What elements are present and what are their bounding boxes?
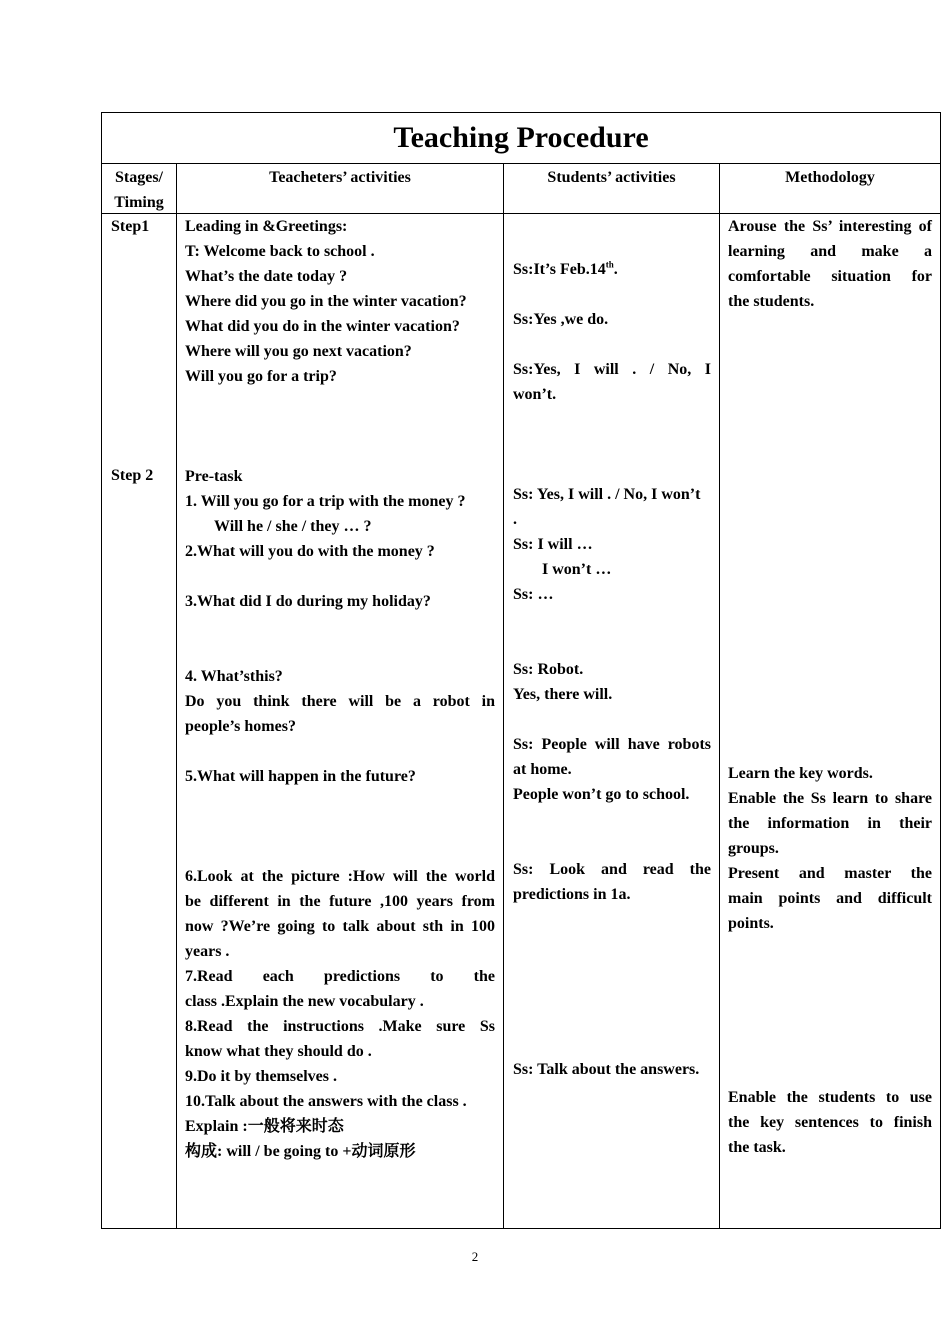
student-line: People won’t go to school. [513, 786, 690, 803]
methodology-line: the key sentences to finish [728, 1114, 932, 1131]
column-divider [176, 163, 177, 1229]
student-line: at home. [513, 761, 572, 778]
methodology-line: Learn the key words. [728, 765, 873, 782]
teacher-line: 10.Talk about the answers with the class . [185, 1093, 467, 1110]
student-line: I won’t … [542, 561, 612, 578]
student-line: Ss:Yes ,we do. [513, 311, 609, 328]
teacher-line: 2.What will you do with the money ? [185, 543, 435, 560]
header-teachers: Teacheters’ activities [269, 169, 411, 186]
teacher-line: 5.What will happen in the future? [185, 768, 416, 785]
teacher-line: 7.Read each predictions to the [185, 968, 495, 985]
methodology-line: points. [728, 915, 774, 932]
teacher-line: 6.Look at the picture :How will the world [185, 868, 495, 885]
methodology-line: Arouse the Ss’ interesting of [728, 218, 932, 235]
stage-step2: Step 2 [111, 467, 154, 484]
column-divider [503, 163, 504, 1229]
methodology-line: the task. [728, 1139, 786, 1156]
student-line: Ss:Yes, I will . / No, I [513, 361, 711, 378]
teacher-line: people’s homes? [185, 718, 296, 735]
teacher-line: Where did you go in the winter vacation? [185, 293, 467, 310]
student-line: predictions in 1a. [513, 886, 631, 903]
teacher-line: years . [185, 943, 230, 960]
methodology-line: Enable the Ss learn to share [728, 790, 932, 807]
teacher-line: Where will you go next vacation? [185, 343, 412, 360]
methodology-line: groups. [728, 840, 779, 857]
teacher-line: know what they should do . [185, 1043, 372, 1060]
teacher-line: Will you go for a trip? [185, 368, 337, 385]
teacher-line: 8.Read the instructions .Make sure Ss [185, 1018, 495, 1035]
student-line: Ss: I will … [513, 536, 593, 553]
teacher-line: Pre-task [185, 468, 243, 485]
student-line: Ss: Yes, I will . / No, I won’t [513, 486, 701, 503]
methodology-line: the information in their [728, 815, 932, 832]
student-line: Ss: Talk about the answers. [513, 1061, 700, 1078]
methodology-line: Enable the students to use [728, 1089, 932, 1106]
methodology-line: comfortable situation for [728, 268, 932, 285]
teacher-line: be different in the future ,100 years from [185, 893, 495, 910]
teacher-line: Do you think there will be a robot in [185, 693, 495, 710]
student-line: Ss: People will have robots [513, 736, 711, 753]
teacher-activities [185, 214, 495, 1164]
methodology [728, 214, 932, 314]
header-stages [102, 165, 176, 215]
teacher-line: What’s the date today ? [185, 268, 348, 285]
student-line: Ss: Robot. [513, 661, 584, 678]
header-methodology: Methodology [785, 169, 875, 186]
student-line: Ss: Look and read the [513, 861, 711, 878]
teacher-line: now ?We’re going to talk about sth in 100 [185, 918, 495, 935]
teacher-line: 4. What’sthis? [185, 668, 283, 685]
stage-step1: Step1 [111, 218, 150, 235]
methodology-line: the students. [728, 293, 815, 310]
student-line: won’t. [513, 386, 557, 403]
methodology-line: main points and difficult [728, 890, 932, 907]
teacher-line: 构成: will / be going to +动词原形 [185, 1143, 416, 1160]
methodology [728, 1085, 932, 1160]
column-divider [719, 163, 720, 1229]
student-line: Ss: … [513, 586, 554, 603]
methodology-line: learning and make a [728, 243, 932, 260]
teacher-line: Leading in &Greetings: [185, 218, 348, 235]
teacher-line: T: Welcome back to school . [185, 243, 375, 260]
teacher-line: Explain :一般将来时态 [185, 1118, 344, 1135]
student-line: Yes, there will. [513, 686, 613, 703]
student-line: . [513, 511, 517, 528]
student-line: Ss:It’s Feb.14th. [513, 259, 618, 278]
header-stages-line1: Stages/ [115, 169, 163, 186]
header-students: Students’ activities [547, 169, 676, 186]
teacher-line: 9.Do it by themselves . [185, 1068, 337, 1085]
page-title: Teaching Procedure [101, 112, 941, 163]
teacher-line: What did you do in the winter vacation? [185, 318, 460, 335]
header-stages-line2: Timing [114, 194, 164, 211]
page-number: 2 [471, 1249, 479, 1264]
teacher-line: 1. Will you go for a trip with the money ? [185, 493, 466, 510]
teacher-line: Will he / she / they … ? [214, 518, 372, 535]
students-activities [513, 257, 711, 1082]
methodology [728, 761, 932, 936]
methodology-line: Present and master the [728, 865, 932, 882]
teacher-line: class .Explain the new vocabulary . [185, 993, 424, 1010]
teacher-line: 3.What did I do during my holiday? [185, 593, 431, 610]
